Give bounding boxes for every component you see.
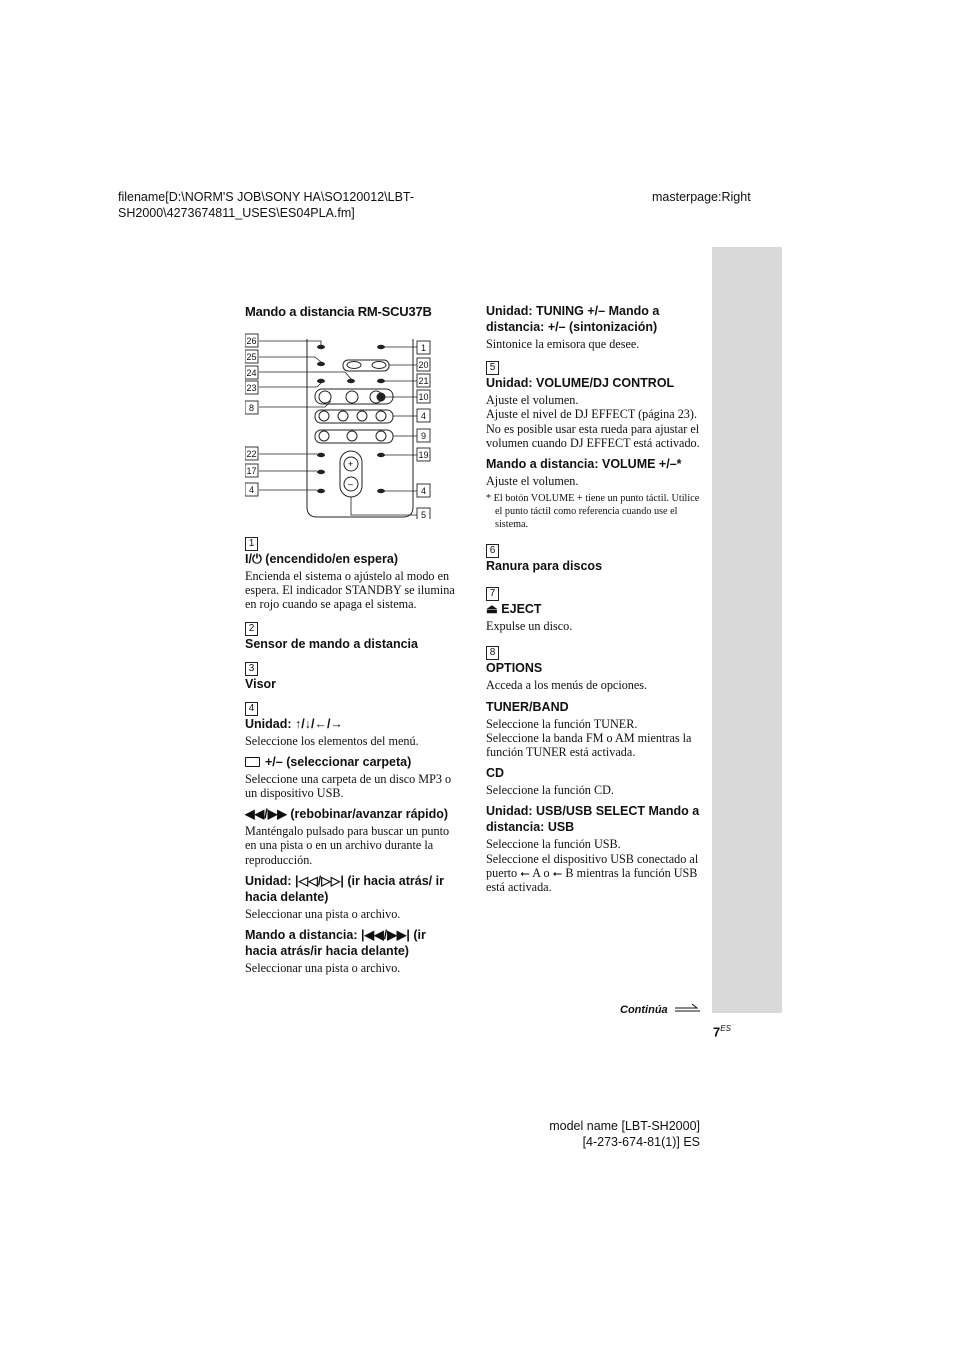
item-number-6: 6 xyxy=(486,544,499,558)
unit-skip-heading: Unidad: |◁◁/▷▷| (ir hacia atrás/ ir hacia delante) xyxy=(245,873,444,904)
continue-arrow-icon xyxy=(675,1004,701,1014)
callout-23: 23 xyxy=(246,383,257,393)
item-number-2: 2 xyxy=(245,622,258,636)
continues-label xyxy=(620,1004,701,1016)
folder-heading: +/– (seleccionar carpeta) xyxy=(265,754,412,769)
power-desc: Encienda el sistema o ajústelo al modo en espera. El indicador STANDBY se ilumina en rojo cuando se apaga el sistema. xyxy=(245,569,455,612)
options-heading: OPTIONS xyxy=(486,661,543,676)
volume-desc-2: Ajuste el nivel de DJ EFFECT (página 23). xyxy=(486,407,697,422)
remote-skip-heading: Mando a distancia: |◀◀/▶▶| (ir hacia atrás/ir hacia delante) xyxy=(245,928,426,959)
callout-19: 19 xyxy=(418,450,429,460)
callout-4c: 4 xyxy=(420,486,427,496)
header-masterpage: masterpage:Right xyxy=(652,190,751,204)
remote-control-diagram xyxy=(245,329,445,519)
page-language-suffix: ES xyxy=(720,1024,731,1033)
remote-volume-desc: Ajuste el volumen. xyxy=(486,474,579,489)
svg-text:+: + xyxy=(348,459,354,469)
unit-skip-desc: Seleccionar una pista o archivo. xyxy=(245,906,401,921)
callout-20: 20 xyxy=(418,360,429,370)
page-number-value: 7 xyxy=(713,1024,721,1040)
volume-desc-1: Ajuste el volumen. xyxy=(486,393,579,408)
model-info xyxy=(549,1118,700,1150)
tuner-desc-2: Seleccione la banda FM o AM mientras la función TUNER está activada. xyxy=(486,730,692,760)
page-number xyxy=(713,1024,731,1039)
section-title: Mando a distancia RM-SCU37B xyxy=(245,304,432,319)
folder-desc: Seleccione una carpeta de un disco MP3 o un dispositivo USB. xyxy=(245,771,452,801)
callout-25: 25 xyxy=(246,352,257,362)
unit-arrows-desc: Seleccione los elementos del menú. xyxy=(245,733,419,748)
callout-8: 8 xyxy=(248,403,255,413)
callout-1: 1 xyxy=(420,343,427,353)
callout-26: 26 xyxy=(246,336,257,346)
eject-desc: Expulse un disco. xyxy=(486,619,573,634)
gray-sidebar-tab xyxy=(712,247,782,1013)
callout-24: 24 xyxy=(246,368,257,378)
volume-footnote: * El botón VOLUME + tiene un punto táctil. Utilice el punto táctil como referencia cuando use el sistema. xyxy=(486,493,700,531)
continues-text: Continúa xyxy=(620,1004,668,1016)
callout-5: 5 xyxy=(420,510,427,519)
tuner-desc-1: Seleccione la función TUNER. xyxy=(486,716,638,731)
folder-icon xyxy=(245,757,260,767)
unit-arrows-heading: Unidad: ↑/↓/←/→ xyxy=(245,716,343,731)
item-number-4: 4 xyxy=(245,702,258,716)
item-number-5: 5 xyxy=(486,361,499,375)
tuning-heading: Unidad: TUNING +/– Mando a distancia: +/– (sintonización) xyxy=(486,304,660,334)
remote-sensor-heading: Sensor de mando a distancia xyxy=(245,636,418,651)
options-desc: Acceda a los menús de opciones. xyxy=(486,678,648,693)
svg-text:–: – xyxy=(348,479,354,489)
left-column xyxy=(245,300,459,975)
remote-skip-desc: Seleccionar una pista o archivo. xyxy=(245,961,401,976)
volume-desc-3: No es posible usar esta rueda para ajustar el volumen cuando DJ EFFECT está activado. xyxy=(486,421,700,450)
model-code: [4-273-674-81(1)] ES xyxy=(582,1135,700,1149)
callout-9: 9 xyxy=(420,431,427,441)
tuning-desc: Sintonice la emisora que desee. xyxy=(486,337,640,351)
callout-21: 21 xyxy=(418,376,429,386)
item-number-8: 8 xyxy=(486,646,499,660)
callout-4b: 4 xyxy=(420,411,427,421)
callout-4a: 4 xyxy=(248,485,255,495)
power-heading: I/⏻ (encendido/en espera) xyxy=(245,552,398,566)
rewind-ff-desc: Manténgalo pulsado para buscar un punto en una pista o en un archivo durante la reproducción. xyxy=(245,824,450,867)
item-number-3: 3 xyxy=(245,662,258,676)
tuner-band-heading: TUNER/BAND xyxy=(486,699,569,714)
display-heading: Visor xyxy=(245,676,277,691)
usb-heading: Unidad: USB/USB SELECT Mando a distancia: USB xyxy=(486,804,700,835)
model-name: model name [LBT-SH2000] xyxy=(549,1119,700,1133)
callout-17: 17 xyxy=(246,466,257,476)
item-number-1: 1 xyxy=(245,537,258,551)
remote-volume-heading: Mando a distancia: VOLUME +/–* xyxy=(486,457,682,472)
cd-desc: Seleccione la función CD. xyxy=(486,783,614,798)
usb-desc-1: Seleccione la función USB. xyxy=(486,837,621,852)
disc-slot-heading: Ranura para discos xyxy=(486,559,603,574)
item-number-7: 7 xyxy=(486,587,499,601)
right-column xyxy=(486,300,700,894)
header-filename: filename[D:\NORM'S JOB\SONY HA\SO120012\LBT-SH2000\4273674811_USES\ES04PLA.fm] xyxy=(118,190,415,220)
usb-desc-2: Seleccione el dispositivo USB conectado al puerto ⭠ A o ⭠ B mientras la función USB está activada. xyxy=(486,851,699,895)
eject-heading: ⏏ EJECT xyxy=(486,602,542,617)
rewind-ff-heading: ◀◀/▶▶ (rebobinar/avanzar rápido) xyxy=(245,807,449,822)
callout-10: 10 xyxy=(418,392,429,402)
cd-heading: CD xyxy=(486,766,505,781)
volume-dj-heading: Unidad: VOLUME/DJ CONTROL xyxy=(486,376,675,391)
callout-22: 22 xyxy=(246,449,257,459)
